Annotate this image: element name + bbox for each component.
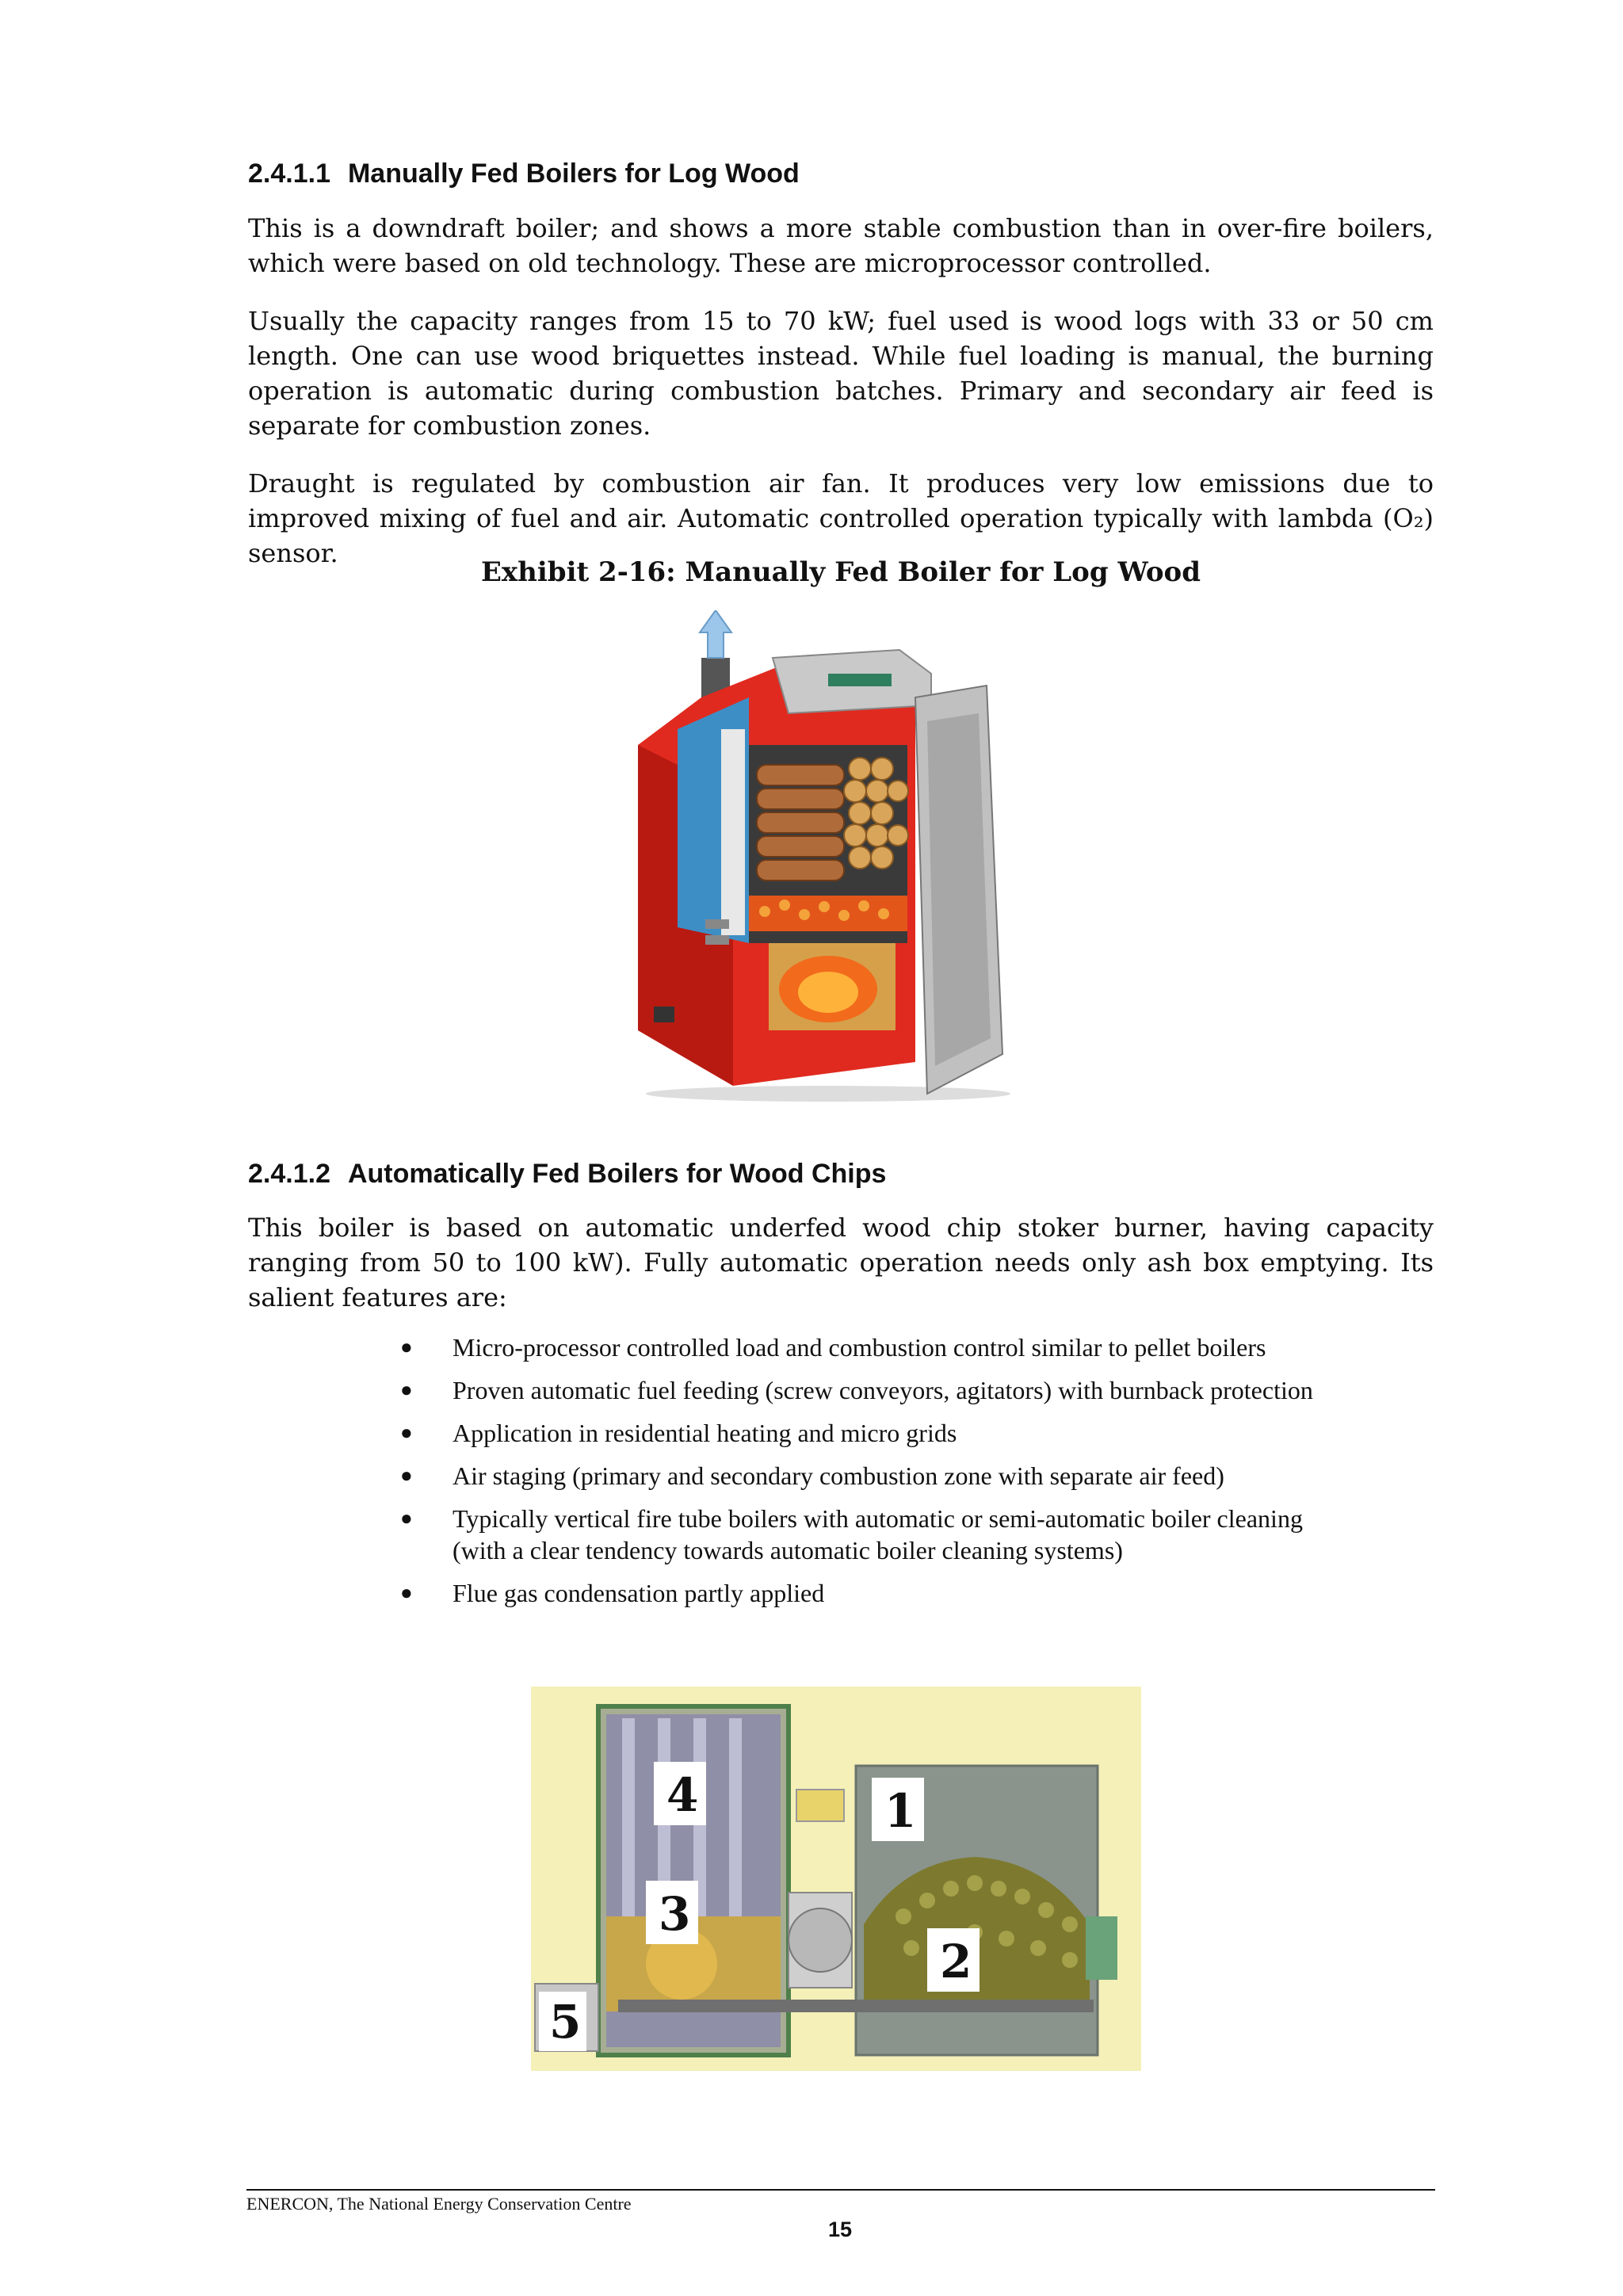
page-number: 15 [827,2218,853,2241]
section-heading-2-4-1-2 [248,1159,886,1190]
label-2: 2 [940,1935,972,1988]
section-title: Automatically Fed Boilers for Wood Chips [347,1159,887,1189]
section-number: 2.4.1.1 [248,159,330,189]
paragraph-capacity: Usually the capacity ranges from 15 to 70 kW; fuel used is wood logs with 33 or 50 cm length. One can use wood briquettes instead. While fuel loading is manual, the burning operation is automatic during combustion batches. Primary and secondary air feed is separate for combustion zones. [248,306,1434,441]
wood-chip-boiler-system-diagram [531,1687,1141,2071]
list-item: ● Proven automatic fuel feeding (screw conveyors, agitators) with burnback protection [400,1376,1313,1404]
bullet-icon: ● [400,1335,413,1358]
bullet-icon: ● [400,1507,413,1530]
features-list [400,1331,1430,1620]
label-5: 5 [549,1995,582,2049]
list-item: ● Application in residential heating and micro grids [400,1419,957,1447]
bullet-icon: ● [400,1378,413,1401]
label-3: 3 [659,1887,691,1941]
bullet-icon: ● [400,1464,413,1487]
footer-organization: ENERCON, The National Energy Conservation Centre [246,2194,632,2214]
label-1: 1 [884,1784,917,1838]
bullet-icon: ● [400,1581,413,1604]
exhibit-caption: Exhibit 2-16: Manually Fed Boiler for Log Wood [480,556,1201,588]
paragraph-downdraft: This is a downdraft boiler; and shows a more stable combustion than in over-fire boilers, which were based on old technology. These are microprocessor controlled. [248,213,1434,278]
list-item: ● Flue gas condensation partly applied [400,1579,825,1607]
section-number: 2.4.1.2 [248,1159,330,1189]
list-item: ● Typically vertical fire tube boilers with automatic or semi-automatic boiler cleaning (with a clear tendency towards automatic boiler cleaning systems) [400,1503,1430,1566]
bullet-icon: ● [400,1421,413,1444]
list-item-continuation: (with a clear tendency towards automatic boiler cleaning systems) [453,1536,1123,1564]
list-item: ● Micro-processor controlled load and combustion control similar to pellet boilers [400,1333,1266,1362]
section-heading-2-4-1-1 [248,159,800,189]
section-title: Manually Fed Boilers for Log Wood [347,159,800,189]
footer-divider [246,2189,1435,2191]
list-item: ● Air staging (primary and secondary combustion zone with separate air feed) [400,1461,1224,1490]
paragraph-wood-chip-boiler: This boiler is based on automatic underfed wood chip stoker burner, having capacity ranging from 50 to 100 kW). Fully automatic operation needs only ash box emptying. Its salient features are: [248,1213,1434,1312]
label-4: 4 [666,1768,699,1822]
paragraph-draught: Draught is regulated by combustion air fan. It produces very low emissions due to improved mixing of fuel and air. Automatic controlled operation typically with lambda (O₂) sensor. [248,468,1434,568]
log-wood-boiler-illustration [630,610,1042,1102]
